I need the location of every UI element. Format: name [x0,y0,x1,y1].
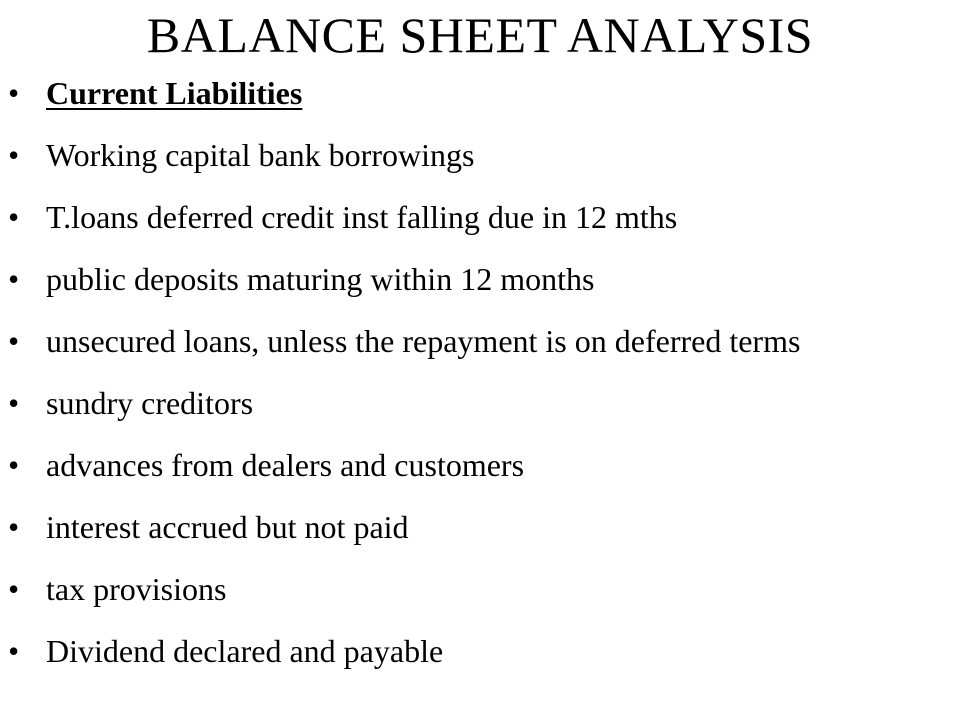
bullet-marker: • [8,447,20,483]
slide-title: BALANCE SHEET ANALYSIS [146,7,814,63]
bullet-item-interest-accrued [0,510,960,544]
bullet-text: unsecured loans, unless the repayment is on deferred terms [46,323,801,359]
bullet-text: advances from dealers and customers [46,447,525,483]
bullet-marker: • [8,75,20,111]
bullet-marker: • [8,323,20,359]
bullet-list [0,76,960,696]
bullet-item-public-deposits [0,262,960,296]
bullet-item-tax-provisions [0,572,960,606]
bullet-item-unsecured-loans [0,324,960,358]
bullet-text: T.loans deferred credit inst falling due in 12 mths [46,199,678,235]
bullet-item-sundry-creditors [0,386,960,420]
bullet-item-dividend [0,634,960,668]
bullet-item-working-capital [0,138,960,172]
bullet-text: Current Liabilities [46,75,303,111]
bullet-marker: • [8,509,20,545]
bullet-marker: • [8,633,20,669]
bullet-item-term-loans [0,200,960,234]
bullet-text: sundry creditors [46,385,254,421]
bullet-text: tax provisions [46,571,227,607]
bullet-text: public deposits maturing within 12 months [46,261,595,297]
bullet-marker: • [8,199,20,235]
bullet-marker: • [8,137,20,173]
bullet-text: Dividend declared and payable [46,633,444,669]
bullet-item-current-liabilities [0,76,960,110]
bullet-text: Working capital bank borrowings [46,137,475,173]
bullet-marker: • [8,385,20,421]
bullet-marker: • [8,261,20,297]
bullet-marker: • [8,571,20,607]
bullet-text: interest accrued but not paid [46,509,409,545]
bullet-item-advances [0,448,960,482]
